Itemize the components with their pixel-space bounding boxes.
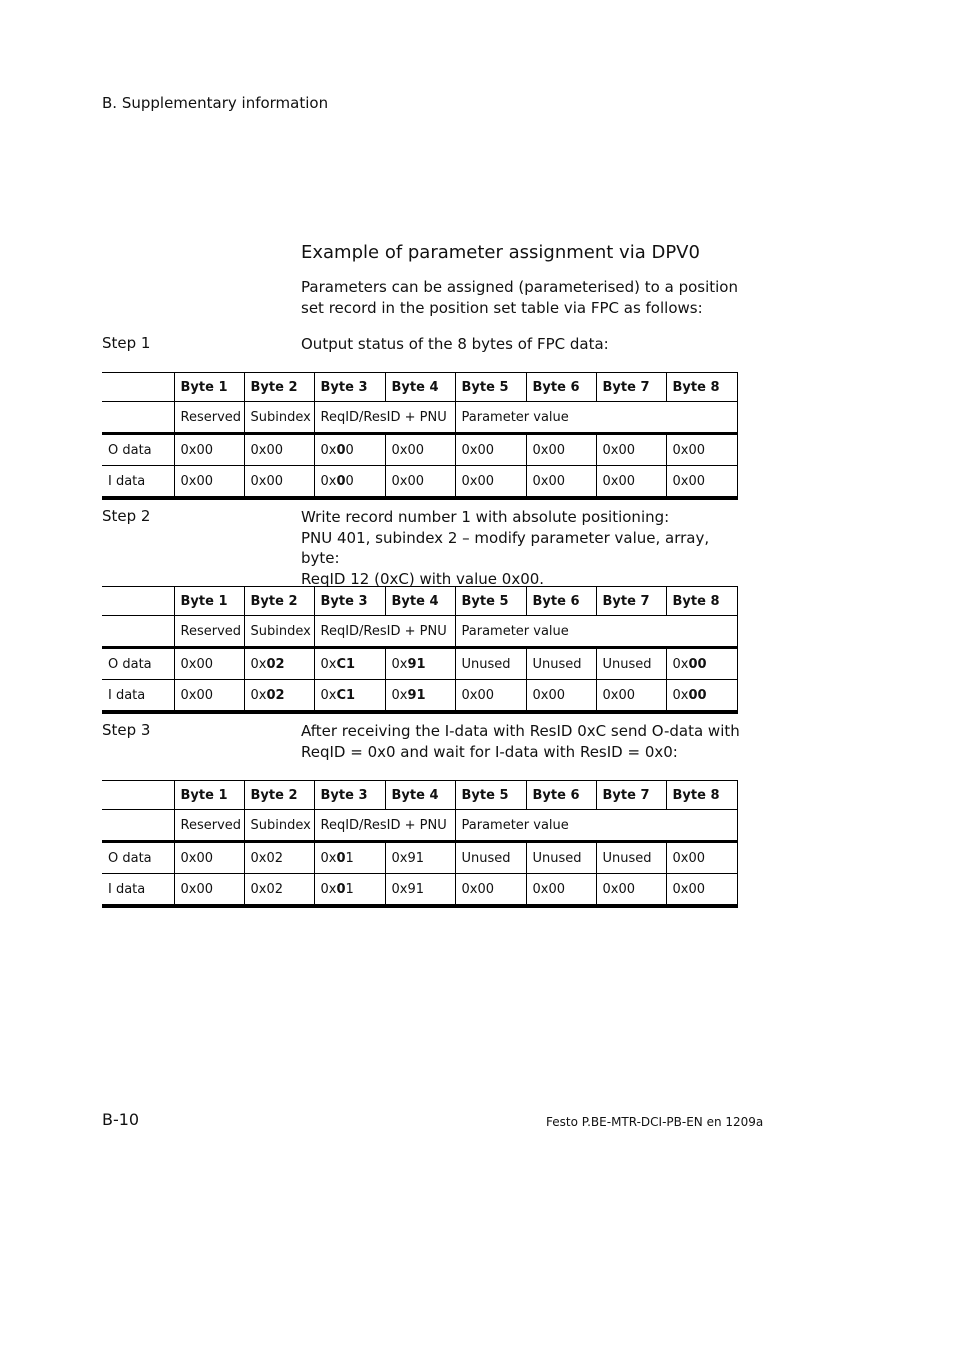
- byte-header: Byte 7: [596, 587, 666, 616]
- byte-header: Byte 5: [455, 373, 526, 402]
- cell-value: 0x91: [391, 881, 425, 897]
- cell-value-emphasis: 02: [266, 687, 285, 703]
- step-3-text: [301, 721, 741, 762]
- fpc-data-table: [102, 586, 738, 714]
- cell-value-emphasis: C1: [336, 687, 356, 703]
- cell-value: 0x00: [180, 656, 214, 672]
- byte-cell: [174, 842, 244, 874]
- byte-header: Byte 2: [244, 587, 314, 616]
- intro-paragraph: Parameters can be assigned (parameterised) to a position set record in the position set table via FPC as follows:: [301, 278, 738, 317]
- byte-header: Byte 7: [596, 373, 666, 402]
- cell-value: 0x: [320, 473, 337, 489]
- table-row: [102, 874, 737, 907]
- header-corner: [102, 781, 174, 810]
- group-corner: [102, 616, 174, 648]
- cell-value: 0: [345, 473, 354, 489]
- group-header: Reserved: [174, 810, 244, 842]
- cell-value: 0x00: [672, 850, 706, 866]
- byte-header: Byte 1: [174, 587, 244, 616]
- group-corner: [102, 810, 174, 842]
- byte-cell: [455, 466, 526, 499]
- byte-header: Byte 6: [526, 587, 596, 616]
- header-corner: [102, 373, 174, 402]
- group-header: ReqID/ResID + PNU: [314, 810, 455, 842]
- byte-cell: [596, 466, 666, 499]
- step-1-text: Output status of the 8 bytes of FPC data:: [301, 335, 609, 353]
- cell-value: 0x00: [180, 442, 214, 458]
- cell-value: 0x: [672, 656, 689, 672]
- byte-cell: [244, 680, 314, 713]
- cell-value-emphasis: 0: [336, 473, 346, 489]
- byte-header: Byte 2: [244, 373, 314, 402]
- cell-value: 0x00: [461, 881, 495, 897]
- byte-cell: [666, 648, 737, 680]
- cell-value-emphasis: 02: [266, 656, 285, 672]
- byte-cell: [526, 842, 596, 874]
- cell-value: 0x00: [180, 473, 214, 489]
- table-row: [102, 680, 737, 713]
- byte-cell: [596, 648, 666, 680]
- byte-cell: [244, 874, 314, 907]
- step-3-label: Step 3: [102, 721, 151, 739]
- byte-header: Byte 3: [314, 781, 385, 810]
- cell-value: 0x00: [461, 442, 495, 458]
- header-corner: [102, 587, 174, 616]
- cell-value-emphasis: 91: [407, 656, 426, 672]
- fpc-data-table: [102, 780, 738, 908]
- byte-cell: [666, 842, 737, 874]
- cell-value: 0x: [320, 881, 337, 897]
- byte-cell: [385, 466, 455, 499]
- step-2-line-3: ReqID 12 (0xC) with value 0x00.: [301, 569, 545, 588]
- byte-cell: [455, 680, 526, 713]
- cell-value: Unused: [461, 850, 511, 866]
- cell-value: 0x00: [391, 442, 425, 458]
- byte-cell: [666, 680, 737, 713]
- byte-cell: [314, 842, 385, 874]
- cell-value: 0x: [391, 687, 408, 703]
- cell-value: 0x: [320, 656, 337, 672]
- cell-value: 0x: [320, 442, 337, 458]
- cell-value: 0x00: [391, 473, 425, 489]
- byte-cell: [455, 842, 526, 874]
- group-header: Parameter value: [455, 616, 737, 648]
- byte-header: Byte 8: [666, 587, 737, 616]
- row-label: O data: [102, 434, 174, 466]
- byte-cell: [666, 874, 737, 907]
- byte-header: Byte 1: [174, 373, 244, 402]
- group-header: ReqID/ResID + PNU: [314, 402, 455, 434]
- cell-value: Unused: [532, 656, 582, 672]
- running-head: B. Supplementary information: [102, 94, 329, 112]
- group-header: Reserved: [174, 402, 244, 434]
- table-row: [102, 434, 737, 466]
- byte-cell: [314, 434, 385, 466]
- cell-value: 0x00: [672, 442, 706, 458]
- cell-value: 0x00: [602, 442, 636, 458]
- byte-header: Byte 6: [526, 373, 596, 402]
- byte-header: Byte 7: [596, 781, 666, 810]
- byte-header: Byte 8: [666, 373, 737, 402]
- cell-value-emphasis: 0: [336, 442, 346, 458]
- byte-cell: [314, 874, 385, 907]
- cell-value: 0x: [250, 656, 267, 672]
- step-3-line-1: After receiving the I-data with ResID 0xC send O-data with: [301, 722, 740, 740]
- group-header: Parameter value: [455, 402, 737, 434]
- byte-header: Byte 4: [385, 587, 455, 616]
- fpc-data-table: [102, 372, 738, 500]
- table-row: [102, 842, 737, 874]
- byte-cell: [526, 434, 596, 466]
- cell-value: 0x00: [602, 881, 636, 897]
- cell-value: 0x: [250, 687, 267, 703]
- cell-value: 0x00: [532, 442, 566, 458]
- byte-header: Byte 5: [455, 781, 526, 810]
- row-label: I data: [102, 874, 174, 907]
- table-row: [102, 466, 737, 499]
- byte-cell: [455, 648, 526, 680]
- byte-cell: [526, 648, 596, 680]
- group-header: Subindex: [244, 810, 314, 842]
- byte-header: Byte 4: [385, 781, 455, 810]
- byte-cell: [455, 434, 526, 466]
- byte-cell: [314, 648, 385, 680]
- step-2-line-1: Write record number 1 with absolute positioning:: [301, 508, 670, 526]
- cell-value: 0x: [391, 656, 408, 672]
- step-3-line-2: ReqID = 0x0 and wait for I-data with ResID = 0x0:: [301, 742, 678, 761]
- byte-header: Byte 4: [385, 373, 455, 402]
- cell-value: 0x: [320, 850, 337, 866]
- cell-value: 0x: [320, 687, 337, 703]
- byte-cell: [244, 434, 314, 466]
- cell-value: 0x00: [180, 850, 214, 866]
- byte-cell: [455, 874, 526, 907]
- group-header: Reserved: [174, 616, 244, 648]
- byte-header: Byte 6: [526, 781, 596, 810]
- byte-cell: [174, 874, 244, 907]
- byte-cell: [385, 648, 455, 680]
- byte-header: Byte 3: [314, 373, 385, 402]
- group-header: Parameter value: [455, 810, 737, 842]
- byte-cell: [526, 466, 596, 499]
- cell-value-emphasis: 0: [336, 850, 346, 866]
- byte-cell: [385, 680, 455, 713]
- byte-header: Byte 3: [314, 587, 385, 616]
- cell-value: 0x00: [602, 687, 636, 703]
- cell-value: 1: [345, 881, 354, 897]
- byte-header: Byte 5: [455, 587, 526, 616]
- cell-value: 0x: [672, 687, 689, 703]
- byte-header: Byte 1: [174, 781, 244, 810]
- cell-value: 0x91: [391, 850, 425, 866]
- cell-value: 0x00: [250, 473, 284, 489]
- cell-value: 0x00: [532, 687, 566, 703]
- byte-cell: [244, 466, 314, 499]
- cell-value: 0x00: [461, 687, 495, 703]
- byte-cell: [385, 434, 455, 466]
- cell-value: 0x00: [672, 881, 706, 897]
- cell-value: 0: [345, 442, 354, 458]
- cell-value: Unused: [602, 850, 652, 866]
- byte-cell: [666, 466, 737, 499]
- byte-cell: [596, 434, 666, 466]
- byte-header: Byte 2: [244, 781, 314, 810]
- cell-value: 0x00: [602, 473, 636, 489]
- byte-cell: [526, 680, 596, 713]
- byte-cell: [174, 648, 244, 680]
- cell-value: 0x00: [250, 442, 284, 458]
- cell-value: 0x00: [672, 473, 706, 489]
- byte-cell: [314, 466, 385, 499]
- cell-value-emphasis: C1: [336, 656, 356, 672]
- byte-header: Byte 8: [666, 781, 737, 810]
- group-header: ReqID/ResID + PNU: [314, 616, 455, 648]
- cell-value-emphasis: 91: [407, 687, 426, 703]
- byte-cell: [385, 874, 455, 907]
- step-2-line-2: PNU 401, subindex 2 – modify parameter value, array, byte:: [301, 528, 710, 567]
- group-header: Subindex: [244, 616, 314, 648]
- row-label: I data: [102, 466, 174, 499]
- document-reference: Festo P.BE-MTR-DCI-PB-EN en 1209a: [546, 1115, 764, 1129]
- byte-cell: [596, 842, 666, 874]
- cell-value: 0x02: [250, 881, 284, 897]
- row-label: O data: [102, 648, 174, 680]
- cell-value: 1: [345, 850, 354, 866]
- byte-cell: [314, 680, 385, 713]
- byte-cell: [244, 648, 314, 680]
- cell-value: Unused: [602, 656, 652, 672]
- row-label: I data: [102, 680, 174, 713]
- cell-value: Unused: [532, 850, 582, 866]
- byte-cell: [666, 434, 737, 466]
- group-header: Subindex: [244, 402, 314, 434]
- byte-cell: [174, 434, 244, 466]
- cell-value-emphasis: 00: [688, 656, 707, 672]
- step-2-label: Step 2: [102, 507, 151, 525]
- cell-value: 0x02: [250, 850, 284, 866]
- byte-cell: [385, 842, 455, 874]
- byte-cell: [596, 874, 666, 907]
- byte-cell: [174, 680, 244, 713]
- byte-cell: [596, 680, 666, 713]
- cell-value: 0x00: [461, 473, 495, 489]
- table-row: [102, 648, 737, 680]
- byte-cell: [526, 874, 596, 907]
- page-number: B-10: [102, 1110, 140, 1129]
- row-label: O data: [102, 842, 174, 874]
- step-1-label: Step 1: [102, 334, 151, 352]
- cell-value-emphasis: 00: [688, 687, 707, 703]
- byte-cell: [174, 466, 244, 499]
- cell-value: 0x00: [180, 881, 214, 897]
- cell-value: 0x00: [532, 473, 566, 489]
- step-2-text: [301, 507, 741, 589]
- cell-value-emphasis: 0: [336, 881, 346, 897]
- cell-value: Unused: [461, 656, 511, 672]
- group-corner: [102, 402, 174, 434]
- cell-value: 0x00: [532, 881, 566, 897]
- section-title: Example of parameter assignment via DPV0: [301, 242, 700, 263]
- cell-value: 0x00: [180, 687, 214, 703]
- byte-cell: [244, 842, 314, 874]
